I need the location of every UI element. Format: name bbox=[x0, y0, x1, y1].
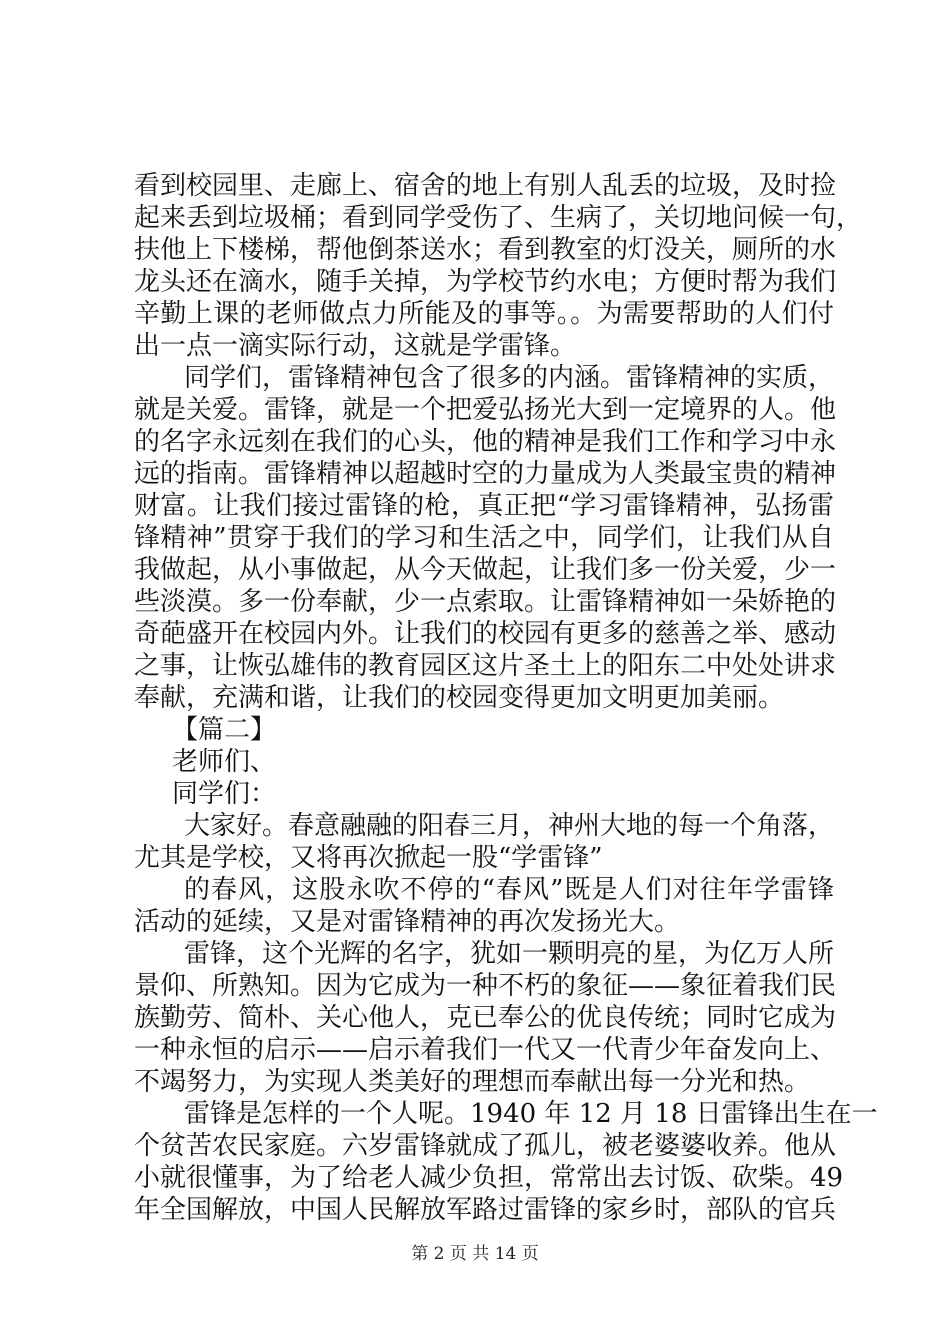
text-line: 些淡漠。多一份奉献，少一点索取。让雷锋精神如一朵娇艳的 bbox=[134, 587, 837, 617]
text-line: 锋精神”贯穿于我们的学习和生活之中，同学们，让我们从自 bbox=[134, 523, 834, 553]
text-line: 奉献，充满和谐，让我们的校园变得更加文明更加美丽。 bbox=[134, 683, 785, 713]
text-line: 大家好。春意融融的阳春三月，神州大地的每一个角落， bbox=[184, 811, 835, 841]
text-line: 奇葩盛开在校园内外。让我们的校园有更多的慈善之举、感动 bbox=[134, 619, 837, 649]
text-line: 远的指南。雷锋精神以超越时空的力量成为人类最宝贵的精神 bbox=[134, 459, 837, 489]
text-line: 扶他上下楼梯，帮他倒茶送水；看到教室的灯没关，厕所的水 bbox=[134, 235, 837, 265]
text-line: 年全国解放，中国人民解放军路过雷锋的家乡时，部队的官兵 bbox=[134, 1195, 837, 1225]
text-line: 同学们： bbox=[172, 779, 277, 809]
text-line: 我做起，从小事做起，从今天做起，让我们多一份关爱，少一 bbox=[134, 555, 837, 585]
text-line: 的名字永远刻在我们的心头，他的精神是我们工作和学习中永 bbox=[134, 427, 837, 457]
text-line: 看到校园里、走廊上、宿舍的地上有别人乱丢的垃圾，及时捡 bbox=[134, 171, 837, 201]
text-line: 之事，让恢弘雄伟的教育园区这片圣土上的阳东二中处处讲求 bbox=[134, 651, 837, 681]
text-line: 【篇二】 bbox=[172, 715, 277, 745]
text-line: 不竭努力，为实现人类美好的理想而奉献出每一分光和热。 bbox=[134, 1067, 811, 1097]
text-line: 尤其是学校，又将再次掀起一股“学雷锋” bbox=[134, 843, 603, 873]
text-line: 雷锋，这个光辉的名字，犹如一颗明亮的星，为亿万人所 bbox=[184, 939, 835, 969]
text-line: 老师们、 bbox=[172, 747, 277, 777]
text-line: 活动的延续，又是对雷锋精神的再次发扬光大。 bbox=[134, 907, 681, 937]
text-line: 族勤劳、简朴、关心他人，克已奉公的优良传统；同时它成为 bbox=[134, 1003, 837, 1033]
text-line: 财富。让我们接过雷锋的枪，真正把“学习雷锋精神，弘扬雷 bbox=[134, 491, 834, 521]
text-line: 雷锋是怎样的一个人呢。1940 年 12 月 18 日雷锋出生在一 bbox=[184, 1099, 878, 1129]
text-line: 的春风，这股永吹不停的“春风”既是人们对往年学雷锋 bbox=[184, 875, 834, 905]
text-line: 龙头还在滴水，随手关掉，为学校节约水电；方便时帮为我们 bbox=[134, 267, 837, 297]
text-line: 起来丢到垃圾桶；看到同学受伤了、生病了，关切地问候一句， bbox=[134, 203, 863, 233]
text-line: 同学们，雷锋精神包含了很多的内涵。雷锋精神的实质， bbox=[184, 363, 835, 393]
text-line: 辛勤上课的老师做点力所能及的事等。。为需要帮助的人们付 bbox=[134, 299, 834, 329]
page-footer: 第 2 页 共 14 页 bbox=[411, 1244, 539, 1264]
document-body bbox=[134, 170, 878, 1226]
text-line: 景仰、所熟知。因为它成为一种不朽的象征——象征着我们民 bbox=[134, 971, 837, 1001]
text-line: 出一点一滴实际行动，这就是学雷锋。 bbox=[134, 331, 577, 361]
text-line: 小就很懂事，为了给老人减少负担，常常出去讨饭、砍柴。49 bbox=[134, 1163, 844, 1193]
text-line: 一种永恒的启示——启示着我们一代又一代青少年奋发向上、 bbox=[134, 1035, 837, 1065]
text-line: 就是关爱。雷锋，就是一个把爱弘扬光大到一定境界的人。他 bbox=[134, 395, 837, 425]
text-line: 个贫苦农民家庭。六岁雷锋就成了孤儿，被老婆婆收养。他从 bbox=[134, 1131, 837, 1161]
